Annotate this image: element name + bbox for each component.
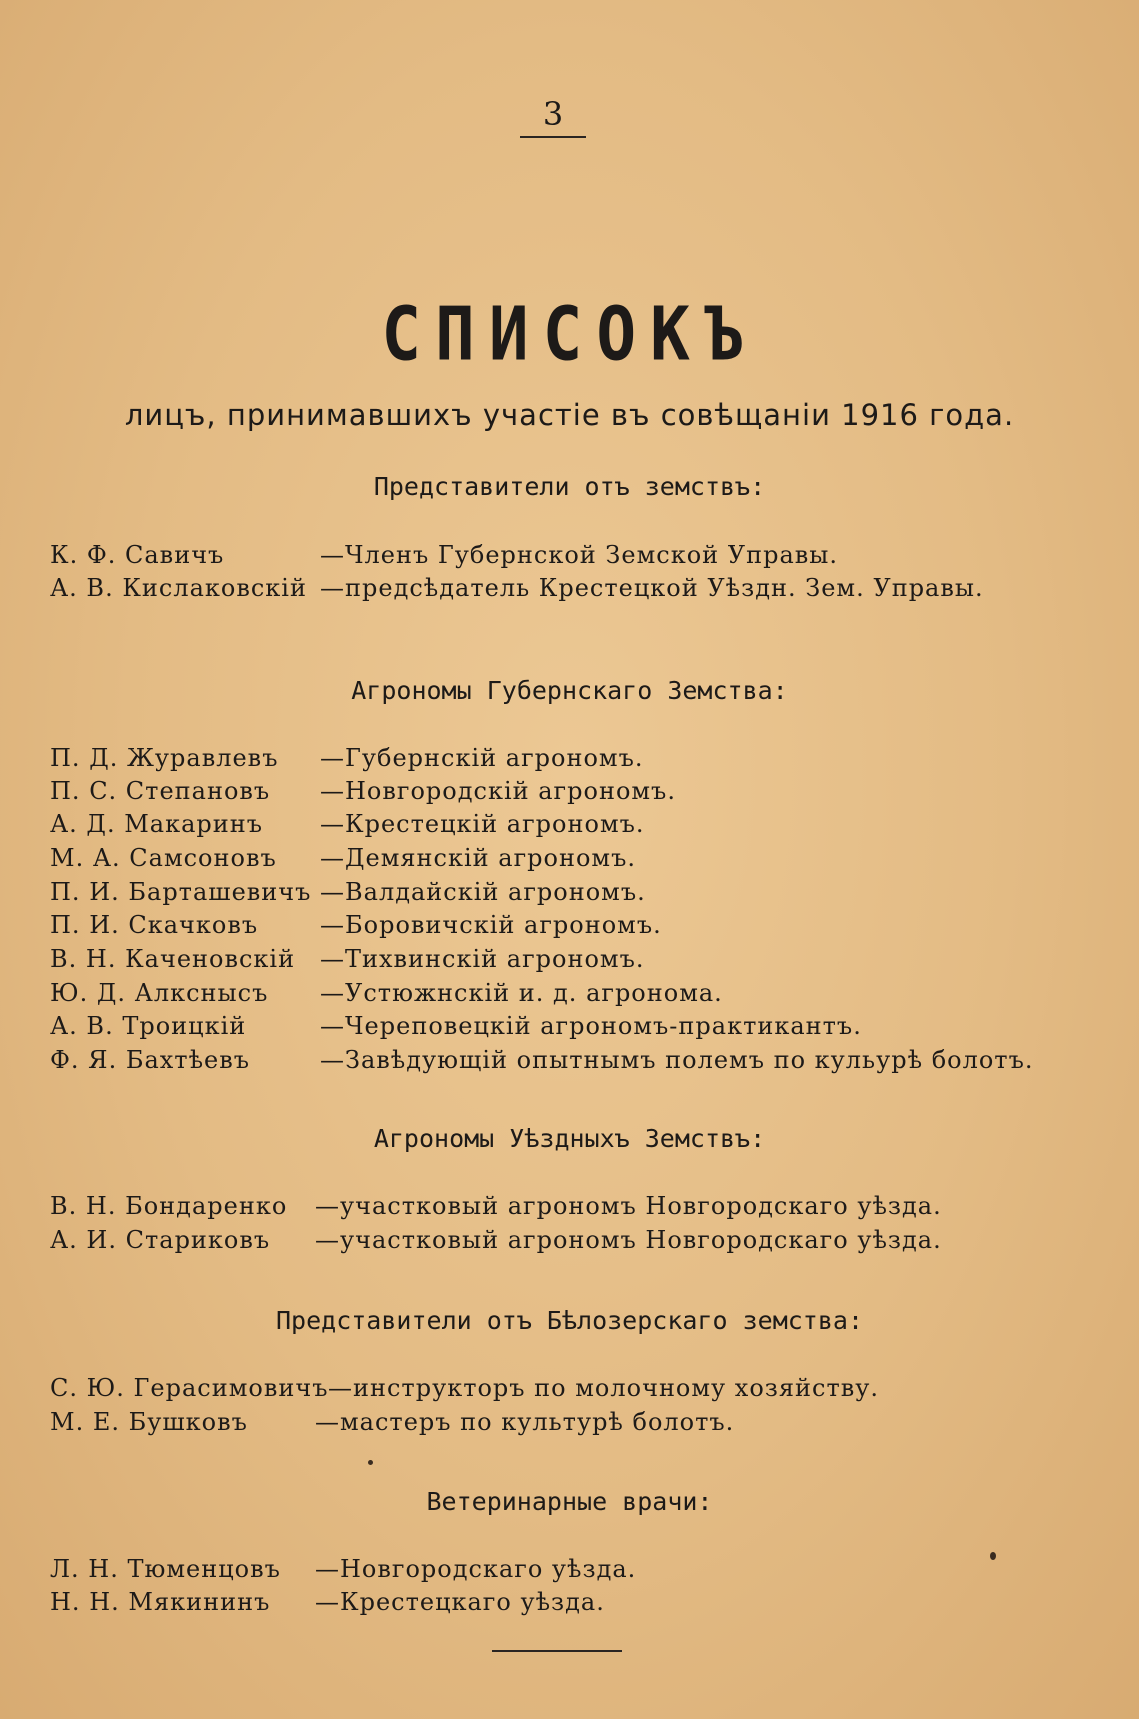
entry-name: П. Д. Журавлевъ (50, 744, 279, 772)
paper-speck (368, 1460, 373, 1465)
paper-speck (990, 1552, 996, 1560)
entry-role: —предсѣдатель Крестецкой Уѣздн. Зем. Управы. (320, 574, 984, 602)
entry-role: —Губернскій агрономъ. (320, 744, 644, 772)
entry-name: Л. Н. Тюменцовъ (50, 1555, 281, 1583)
entry-name: П. С. Степановъ (50, 777, 271, 805)
closing-rule (492, 1650, 622, 1652)
entry-role: —участковый агрономъ Новгородскаго уѣзда. (315, 1192, 942, 1220)
entry-role: —Тихвинскій агрономъ. (320, 945, 645, 973)
section-heading-veterinarians: Ветеринарные врачи: (426, 1487, 713, 1516)
entry-role: —участковый агрономъ Новгородскаго уѣзда. (315, 1226, 942, 1254)
list-title: СПИСОКЪ (381, 291, 758, 378)
entry-role: —Завѣдующій опытнымъ полемъ по кульурѣ болотъ. (320, 1046, 1034, 1074)
entry-role: —Членъ Губернской Земской Управы. (320, 541, 839, 569)
entry-role: —Боровичскій агрономъ. (320, 911, 662, 939)
entry-role: —мастеръ по культурѣ болотъ. (315, 1408, 735, 1436)
entry-role: —Демянскій агрономъ. (320, 844, 636, 872)
entry-role: —Валдайскій агрономъ. (320, 878, 646, 906)
entry-name: С. Ю. Герасимовичъ (50, 1374, 329, 1402)
entry-role: —инструкторъ по молочному хозяйству. (328, 1374, 879, 1402)
entry-name: П. И. Скачковъ (50, 911, 259, 939)
entry-name: К. Ф. Савичъ (50, 541, 225, 569)
entry-name: В. Н. Бондаренко (50, 1192, 288, 1220)
entry-role: —Устюжнскій и. д. агронома. (320, 979, 723, 1007)
entry-role: —Череповецкій агрономъ-практикантъ. (320, 1012, 862, 1040)
page-number: 3 (542, 95, 564, 133)
entry-role: —Новгородскаго уѣзда. (315, 1555, 637, 1583)
entry-name: П. И. Барташевичъ (50, 878, 312, 906)
section-heading-belozersk-representatives: Представители отъ Бѣлозерскаго земства: (276, 1306, 863, 1335)
entry-name: В. Н. Каченовскій (50, 945, 296, 973)
entry-name: А. Д. Макаринъ (50, 810, 264, 838)
section-heading-provincial-agronomists: Агрономы Губернскаго Земства: (351, 676, 788, 705)
entry-name: М. Е. Бушковъ (50, 1408, 248, 1436)
entry-name: Н. Н. Мякининъ (50, 1588, 271, 1616)
entry-name: Ю. Д. Алкснысъ (50, 979, 269, 1007)
entry-role: —Крестецкаго уѣзда. (315, 1588, 605, 1616)
entry-name: А. В. Троицкій (50, 1012, 247, 1040)
section-heading-district-agronomists: Агрономы Уѣздныхъ Земствъ: (373, 1124, 766, 1153)
entry-name: А. В. Кислаковскій (50, 574, 307, 602)
entry-role: —Новгородскій агрономъ. (320, 777, 676, 805)
entry-role: —Крестецкій агрономъ. (320, 810, 645, 838)
list-subtitle: лицъ, принимавшихъ участіе въ совѣщаніи 1916 года. (124, 398, 1015, 432)
entry-name: А. И. Стариковъ (50, 1226, 271, 1254)
entry-name: Ф. Я. Бахтѣевъ (50, 1046, 251, 1074)
section-heading-zemstvo-representatives: Представители отъ земствъ: (373, 472, 766, 501)
page-number-underline (520, 136, 586, 138)
entry-name: М. А. Самсоновъ (50, 844, 277, 872)
